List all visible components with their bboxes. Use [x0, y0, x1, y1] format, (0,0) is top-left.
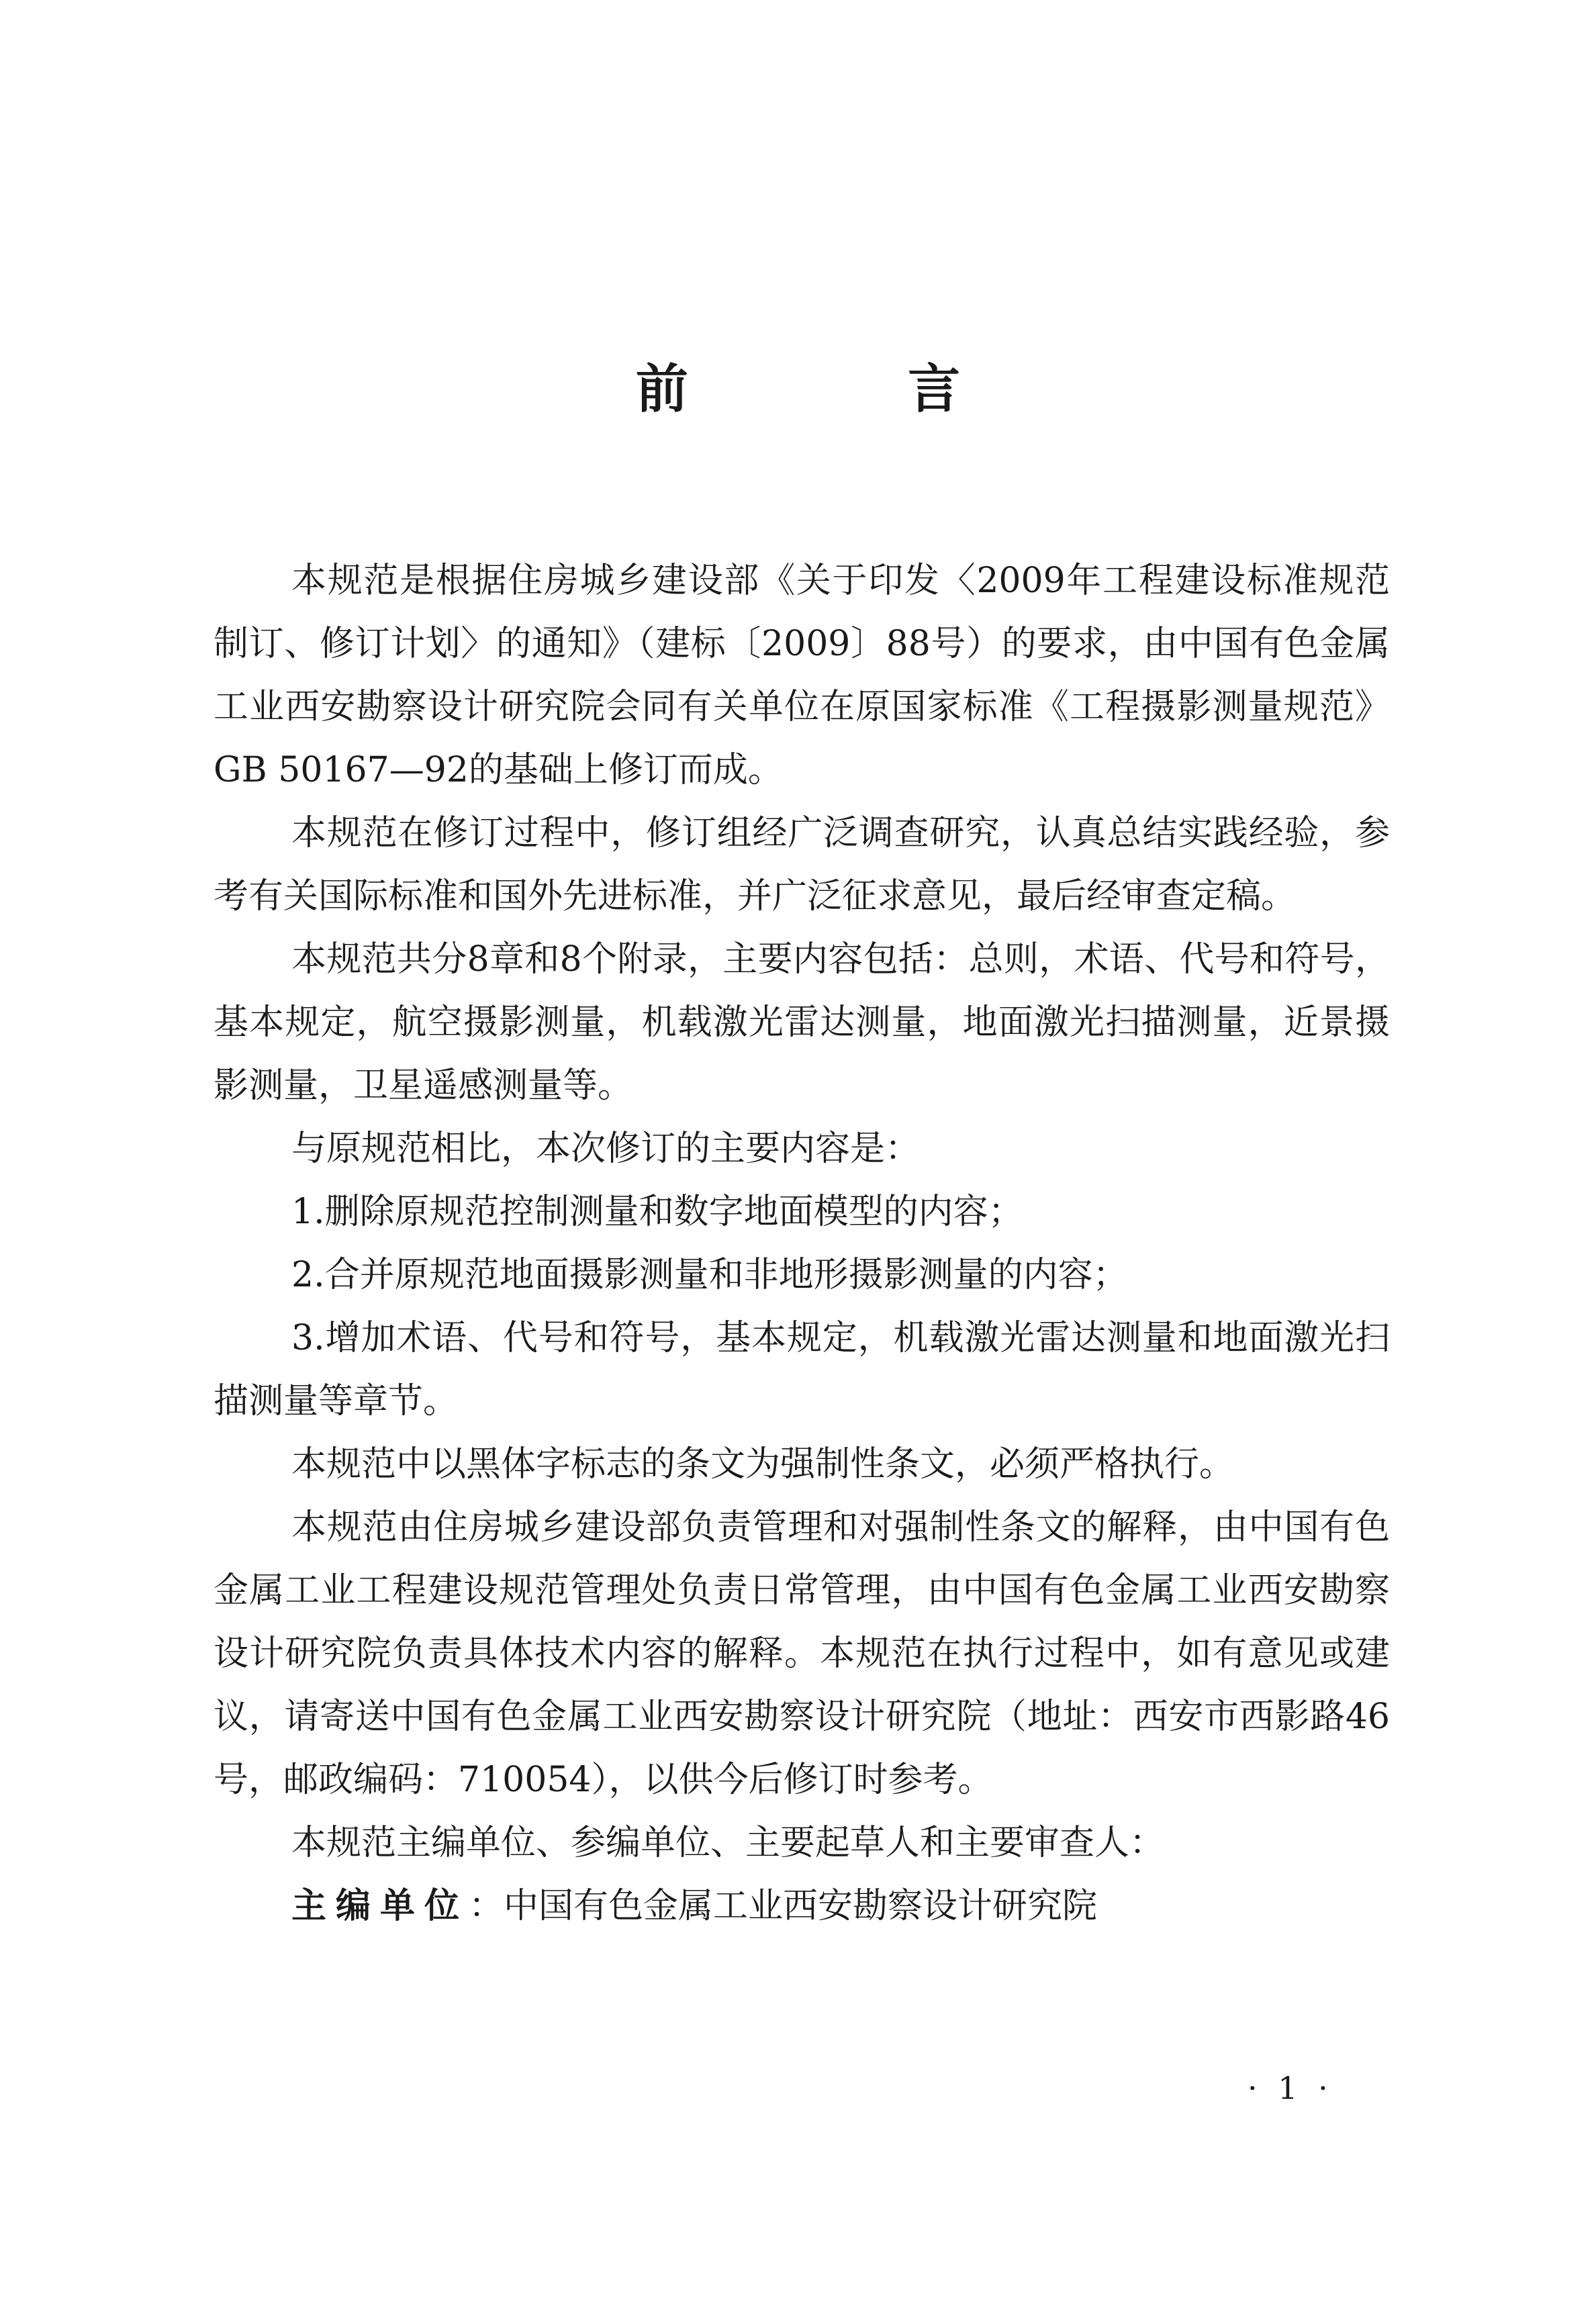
- paragraph-change-2: 2.合并原规范地面摄影测量和非地形摄影测量的内容；: [291, 1255, 1128, 1295]
- paragraph-change-1: 1.删除原规范控制测量和数字地面模型的内容；: [291, 1192, 1023, 1232]
- chief-editor-value: ：中国有色金属工业西安勘察设计研究院: [469, 1886, 1098, 1926]
- paragraph-main-contents: 本规范共分8章和8个附录，主要内容包括：总则，术语、代号和符号，基本规定，航空摄影测量，机载激光雷达测量，地面激光扫描测量，近景摄影测量，卫星遥感测量等。: [214, 939, 1390, 1106]
- paragraph-units-intro: 本规范主编单位、参编单位、主要起草人和主要审查人：: [291, 1823, 1165, 1863]
- paragraph-mandatory-clauses: 本规范中以黑体字标志的条文为强制性条文，必须严格执行。: [291, 1444, 1235, 1484]
- paragraph-change-3: 3.增加术语、代号和符号，基本规定，机载激光雷达测量和地面激光扫描测量等章节。: [214, 1318, 1390, 1421]
- paragraph-changes-intro: 与原规范相比，本次修订的主要内容是：: [291, 1129, 921, 1169]
- paragraph-revision-basis: 本规范是根据住房城乡建设部《关于印发〈2009年工程建设标准规范制订、修订计划〉的通知》（建标〔2009〕88号）的要求，由中国有色金属工业西安勘察设计研究院会同有关单位在原国家标准《工程摄影测量规范》GB 50167—92的基础上修订而成。: [214, 561, 1390, 790]
- chief-editor-line: [214, 1875, 1390, 1938]
- page-number: · 1 ·: [1248, 2070, 1333, 2106]
- chief-editor-label: 主编单位: [291, 1886, 469, 1926]
- paragraph-revision-process: 本规范在修订过程中，修订组经广泛调查研究，认真总结实践经验，参考有关国际标准和国外先进标准，并广泛征求意见，最后经审查定稿。: [214, 813, 1390, 916]
- preface-body: [214, 549, 1390, 1938]
- paragraph-management: 本规范由住房城乡建设部负责管理和对强制性条文的解释，由中国有色金属工业工程建设规范管理处负责日常管理，由中国有色金属工业西安勘察设计研究院负责具体技术内容的解释。本规范在执行过程中，如有意见或建议，请寄送中国有色金属工业西安勘察设计研究院（地址：西安市西影路46号，邮政编码：710054），以供今后修订时参考。: [214, 1507, 1390, 1800]
- page-title: 前 言: [635, 359, 1062, 420]
